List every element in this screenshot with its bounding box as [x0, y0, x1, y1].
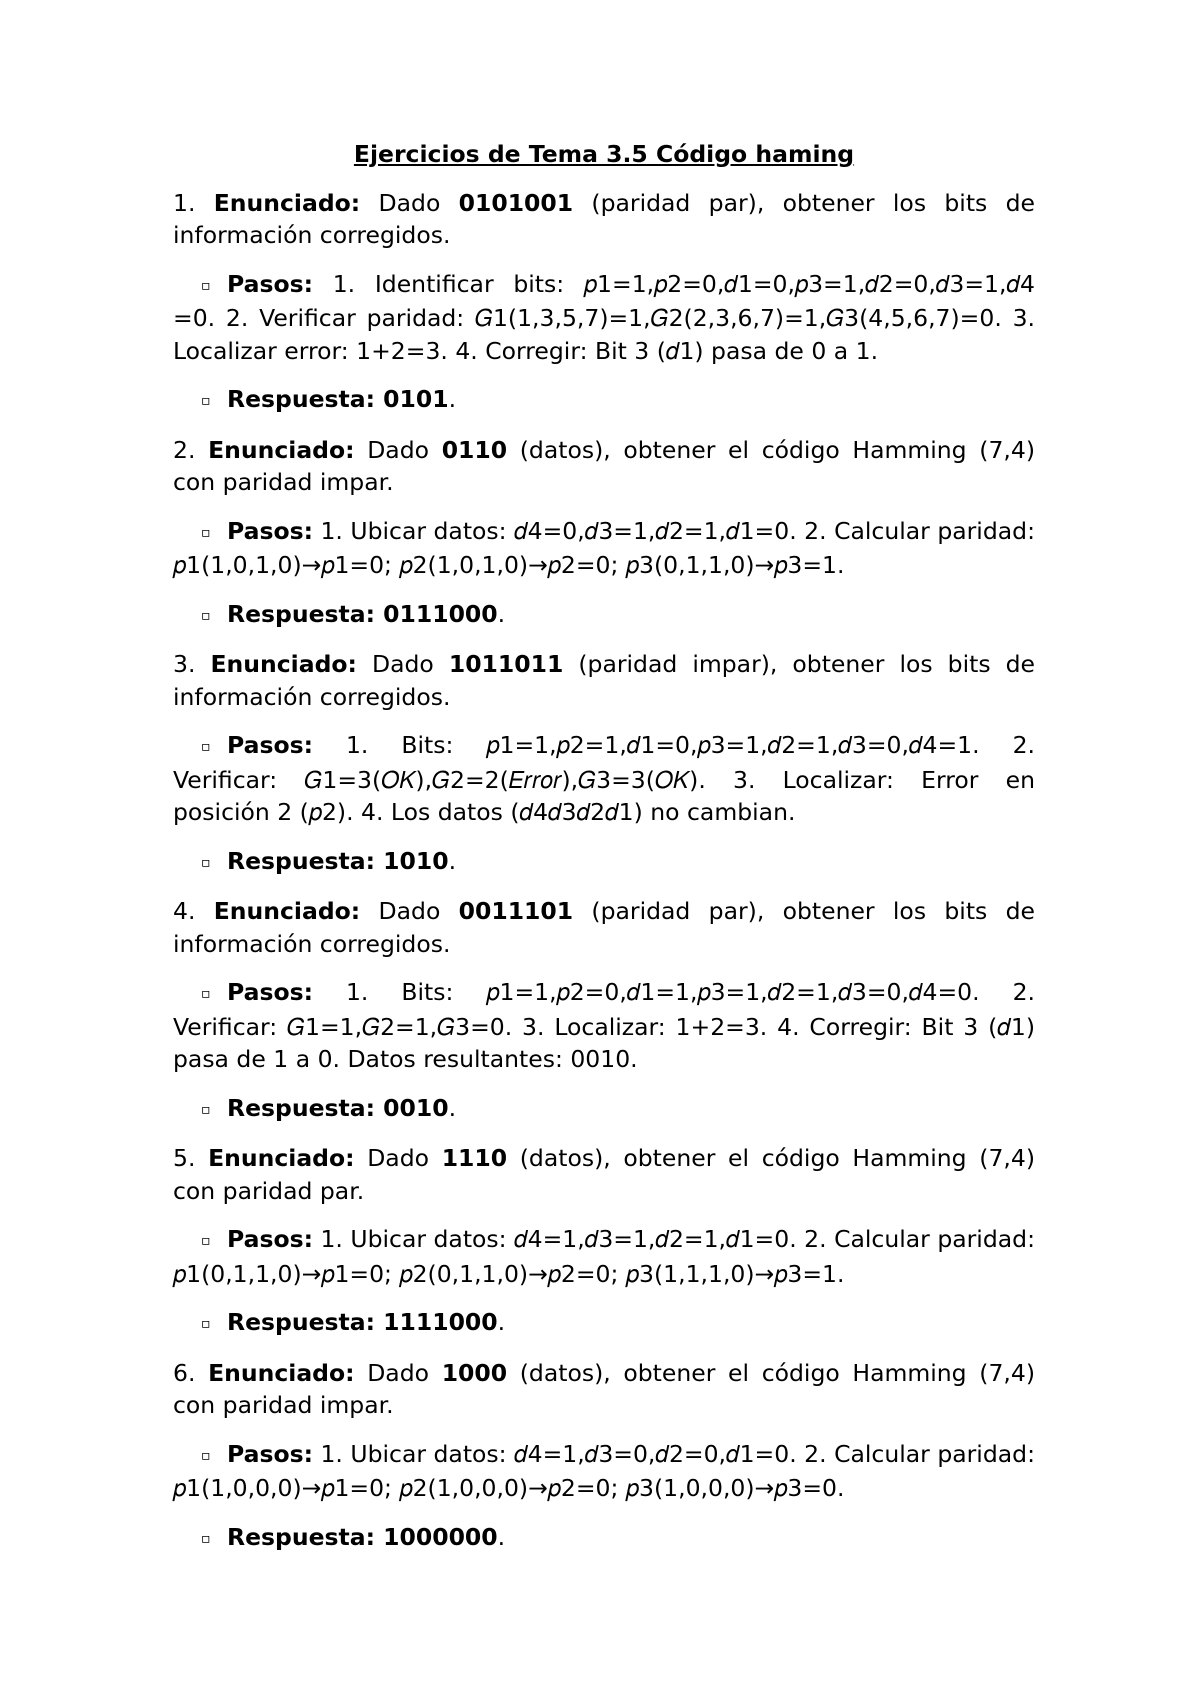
enunciado-value: 1011011	[448, 650, 564, 678]
document-title: Ejercicios de Tema 3.5 Código haming	[353, 140, 855, 168]
bullet-icon: ▫	[201, 1530, 211, 1547]
respuesta-label: Respuesta: 0010	[227, 1093, 449, 1122]
enunciado-label: Enunciado:	[208, 1144, 355, 1172]
document-page	[173, 138, 1035, 1571]
enunciado-pre: Dado	[360, 897, 459, 925]
exercise-4-steps	[173, 976, 1035, 1076]
respuesta-end: .	[497, 1308, 506, 1336]
pasos-text: 1. Ubicar datos: 𝑑4=0,𝑑3=1,𝑑2=1,𝑑1=0. 2. Calcular paridad: 𝑝1(1,0,1,0)→𝑝1=0; 𝑝2(1,0,1,0)→𝑝2=0; 𝑝3(0,1,1,0)→𝑝3=1.	[173, 516, 1035, 579]
pasos-text: 1. Bits: 𝑝1=1,𝑝2=1,𝑑1=0,𝑝3=1,𝑑2=1,𝑑3=0,𝑑4=1. 2. Verificar: 𝐺1=3(𝑂𝐾),𝐺2=2(𝐸𝑟𝑟𝑜𝑟),𝐺3=3(𝑂𝐾). 3. Localizar: Error en posición 2 (𝑝2). 4. Los datos (𝑑4𝑑3𝑑2𝑑1) no cambian.	[173, 731, 1035, 826]
enunciado-value: 0101001	[458, 188, 574, 217]
enunciado-pre: Dado	[354, 1358, 442, 1387]
enunciado-post: (paridad par), obtener los bits de información corregidos.	[173, 188, 1035, 249]
exercise-number: 5.	[173, 1144, 196, 1172]
bullet-icon: ▫	[201, 1101, 211, 1118]
enunciado-post: (datos), obtener el código Hamming (7,4) con paridad impar.	[173, 435, 1035, 496]
pasos-label: Pasos:	[227, 269, 313, 298]
exercise-6-answer	[173, 1521, 1035, 1556]
exercise-1-statement	[173, 187, 1035, 252]
pasos-label: Pasos:	[227, 516, 313, 545]
bullet-icon: ▫	[201, 739, 211, 755]
bullet-icon: ▫	[201, 986, 211, 1002]
pasos-label: Pasos:	[227, 1225, 313, 1253]
bullet-icon: ▫	[201, 1233, 211, 1249]
exercise-4-answer	[173, 1092, 1035, 1127]
exercise-2-steps	[173, 515, 1035, 582]
exercise-6-statement	[173, 1357, 1035, 1422]
exercise-3-steps	[173, 729, 1035, 829]
exercise-2-answer	[173, 598, 1035, 633]
enunciado-label: Enunciado:	[213, 897, 361, 925]
enunciado-value: 1110	[441, 1144, 508, 1172]
exercise-number: 1.	[173, 188, 196, 217]
respuesta-end: .	[448, 1093, 457, 1122]
respuesta-label: Respuesta: 1010	[227, 846, 449, 875]
enunciado-pre: Dado	[360, 188, 459, 217]
pasos-label: Pasos:	[227, 978, 313, 1006]
exercise-2-statement	[173, 434, 1035, 499]
enunciado-value: 0011101	[458, 897, 574, 925]
enunciado-label: Enunciado:	[208, 1358, 355, 1387]
exercise-5-statement	[173, 1142, 1035, 1207]
exercise-number: 6.	[173, 1358, 196, 1387]
exercise-5-answer	[173, 1306, 1035, 1341]
respuesta-end: .	[497, 1522, 506, 1551]
pasos-text: 1. Ubicar datos: 𝑑4=1,𝑑3=1,𝑑2=1,𝑑1=0. 2. Calcular paridad: 𝑝1(0,1,1,0)→𝑝1=0; 𝑝2(0,1,1,0)→𝑝2=0; 𝑝3(1,1,1,0)→𝑝3=1.	[173, 1225, 1035, 1288]
respuesta-label: Respuesta: 1000000	[227, 1522, 498, 1551]
pasos-text: 1. Ubicar datos: 𝑑4=1,𝑑3=0,𝑑2=0,𝑑1=0. 2. Calcular paridad: 𝑝1(1,0,0,0)→𝑝1=0; 𝑝2(1,0,0,0)→𝑝2=0; 𝑝3(1,0,0,0)→𝑝3=0.	[173, 1439, 1035, 1502]
pasos-text: 1. Bits: 𝑝1=1,𝑝2=0,𝑑1=1,𝑝3=1,𝑑2=1,𝑑3=0,𝑑4=0. 2. Verificar: 𝐺1=1,𝐺2=1,𝐺3=0. 3. Localizar: 1+2=3. 4. Corregir: Bit 3 (𝑑1) pasa de 1 a 0. Datos resultantes: 0010.	[173, 978, 1035, 1073]
enunciado-pre: Dado	[354, 1144, 442, 1172]
respuesta-end: .	[448, 385, 457, 413]
respuesta-label: Respuesta: 0111000	[227, 599, 498, 628]
exercise-6-steps	[173, 1438, 1035, 1505]
respuesta-label: Respuesta: 0101	[227, 385, 449, 413]
pasos-text: 1. Identificar bits: 𝑝1=1,𝑝2=0,𝑑1=0,𝑝3=1,𝑑2=0,𝑑3=1,𝑑4 =0. 2. Verificar paridad: 𝐺1(1,3,5,7)=1,𝐺2(2,3,6,7)=1,𝐺3(4,5,6,7)=0. 3. Localizar error: 1+2=3. 4. Corregir: Bit 3 (𝑑1) pasa de 0 a 1.	[173, 269, 1035, 365]
respuesta-end: .	[448, 846, 457, 875]
bullet-icon: ▫	[201, 607, 211, 624]
exercise-3-answer	[173, 845, 1035, 880]
enunciado-value: 0110	[441, 435, 508, 464]
bullet-icon: ▫	[201, 1447, 211, 1464]
enunciado-post: (paridad impar), obtener los bits de información corregidos.	[173, 650, 1035, 711]
bullet-icon: ▫	[201, 524, 211, 541]
exercise-number: 3.	[173, 650, 196, 678]
enunciado-label: Enunciado:	[208, 435, 355, 464]
enunciado-post: (datos), obtener el código Hamming (7,4) con paridad impar.	[173, 1358, 1035, 1419]
bullet-icon: ▫	[201, 854, 211, 871]
enunciado-post: (paridad par), obtener los bits de información corregidos.	[173, 897, 1035, 958]
bullet-icon: ▫	[201, 393, 211, 409]
bullet-icon: ▫	[201, 277, 211, 294]
pasos-label: Pasos:	[227, 731, 313, 759]
enunciado-label: Enunciado:	[213, 188, 361, 217]
pasos-label: Pasos:	[227, 1439, 313, 1468]
enunciado-value: 1000	[441, 1358, 508, 1387]
enunciado-pre: Dado	[354, 435, 442, 464]
exercise-1-steps	[173, 268, 1035, 368]
exercise-5-steps	[173, 1223, 1035, 1290]
exercise-3-statement	[173, 648, 1035, 713]
enunciado-post: (datos), obtener el código Hamming (7,4) con paridad par.	[173, 1144, 1035, 1205]
exercise-1-answer	[173, 383, 1035, 418]
enunciado-pre: Dado	[356, 650, 449, 678]
bullet-icon: ▫	[201, 1316, 211, 1332]
respuesta-end: .	[497, 599, 506, 628]
exercise-number: 4.	[173, 897, 196, 925]
respuesta-label: Respuesta: 1111000	[227, 1308, 498, 1336]
enunciado-label: Enunciado:	[210, 650, 357, 678]
exercise-4-statement	[173, 895, 1035, 960]
exercise-number: 2.	[173, 435, 196, 464]
